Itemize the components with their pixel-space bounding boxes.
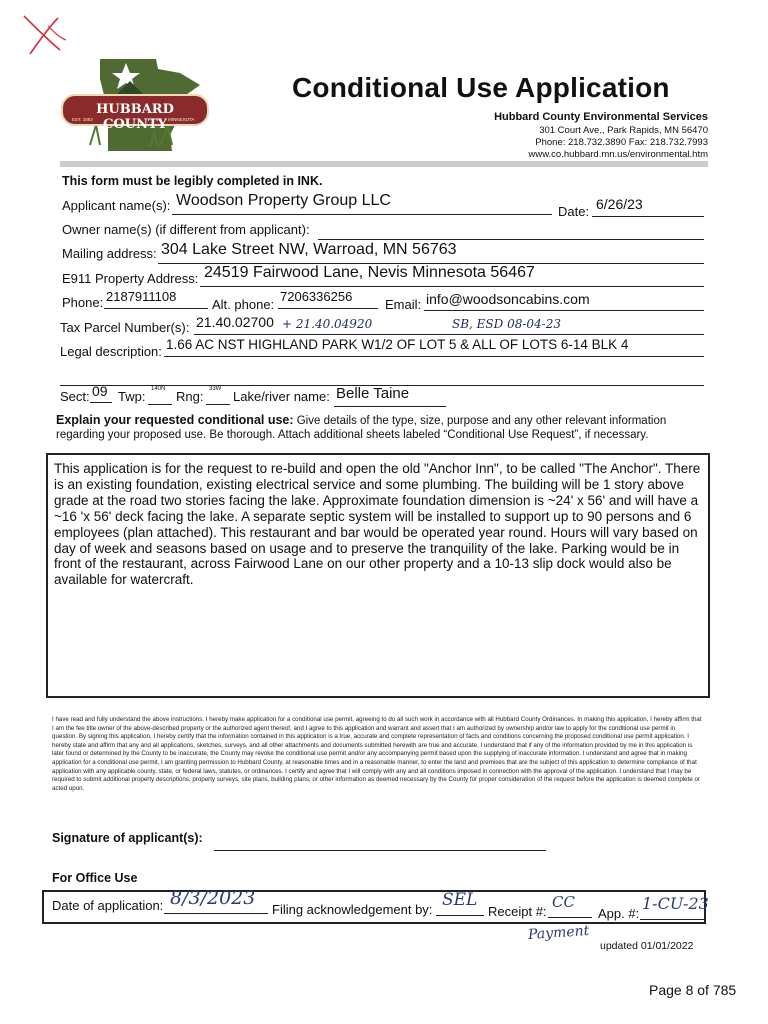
date-label: Date: [558, 204, 590, 219]
tax-label: Tax Parcel Number(s): [60, 320, 190, 335]
legal-statement: I have read and fully understand the above instructions. I hereby make application for a conditional use permit, agreeing to do all such work in accordance with all Hubbard County Ordinances. In making this application, I hereby affirm that I am the fee title owner of the above-described property or the authorized agent thereof, and I agree to this application and warrant and assert that I am authorized by ownership and/or law to apply for the conditional use permit in question. By signing this application, I hereby certify that the information contained in this application is a true, accurate and complete representation of facts and conditions concerning the proposed conditional use permit application. I hereby state and affirm that any and all applications, sketches, surveys, and all other attachments and documents submitted herewith are true and accurate. I understand that if any of the information provided by me in this application is later found or determined by the County to be inaccurate, the County may revoke the conditional use permit and/or any accompanying permit based upon the supplying of inaccurate information. I understand and agree that in making application for a conditional use permit, I am granting permission to Hubbard County, at reasonable times and in a reasonable manner, to enter the land and premises that are the subject of this application to determine compliance of that application with any applicable county, state, or federal laws, statutes, or ordinances. I certify and agree that I will comply with any and all conditions imposed in connection with the approval of the application. I understand that I may be required to submit additional property descriptions, property surveys, site plans, building plans, or other information as deemed necessary by the County for proper consideration of the request before the application is deemed complete or acted upon. [52, 716, 702, 792]
sect-field[interactable] [90, 384, 112, 403]
lake-value: Belle Taine [336, 385, 410, 402]
alt-phone-field[interactable] [278, 290, 378, 309]
email-field[interactable] [424, 292, 704, 311]
rng-field[interactable] [206, 384, 230, 405]
explain-heading: Explain your requested conditional use: [56, 413, 294, 427]
applicant-field[interactable] [172, 192, 552, 215]
date-value: 6/26/23 [596, 196, 643, 212]
e911-value: 24519 Fairwood Lane, Nevis Minnesota 56467 [204, 264, 535, 281]
twp-field[interactable] [148, 384, 172, 405]
receipt-note: Payment [527, 922, 590, 944]
logo-county-text: HUBBARD COUNTY [96, 102, 174, 132]
red-x-mark [18, 10, 68, 58]
app-label: App. #: [598, 906, 640, 921]
phone-value: 2187911108 [106, 289, 177, 304]
email-value: info@woodsoncabins.com [426, 291, 590, 307]
mailing-label: Mailing address: [62, 246, 157, 261]
ink-instruction: This form must be legibly completed in INK. [62, 174, 323, 188]
legal-label: Legal description: [60, 344, 162, 359]
office-date-label: Date of application: [52, 898, 164, 913]
org-address: 301 Court Ave., Park Rapids, MN 56470 [539, 125, 708, 136]
explain-instructions [56, 413, 708, 442]
signature-label: Signature of applicant(s): [52, 831, 203, 845]
owner-field[interactable] [318, 221, 704, 240]
e911-field[interactable] [200, 264, 704, 287]
tax-handwritten-note: SB, ESD 08-04-23 [452, 317, 562, 331]
receipt-field[interactable] [548, 893, 592, 918]
legal-field[interactable] [164, 338, 704, 357]
mailing-field[interactable] [158, 241, 704, 264]
updated-date: updated 01/01/2022 [600, 940, 694, 952]
tax-field[interactable] [194, 316, 704, 335]
org-name: Hubbard County Environmental Services [494, 111, 708, 123]
logo-est-text: EST. 1883 [72, 117, 93, 122]
email-label: Email: [385, 297, 422, 312]
logo-state-text: MINNESOTA [168, 117, 195, 122]
office-use-heading: For Office Use [52, 871, 138, 885]
filing-value: SEL [442, 890, 478, 910]
header-divider [60, 161, 708, 167]
filing-field[interactable] [436, 890, 484, 916]
date-field[interactable] [592, 198, 704, 217]
office-date-field[interactable] [164, 887, 268, 914]
signature-field[interactable] [214, 850, 546, 851]
request-description: This application is for the request to re-build and open the old "Anchor Inn", to be called "The Anchor". There is an existing foundation, existing electrical service and some plumbing. The building will be 1 story above grade at the road two stories facing the lake. Approximate foundation dimension is ~24' x 56' and will have a ~16 'x 56' deck facing the lake. A separate septic system will be installed to support up to 90 persons and 6 employees (plan attached). This restaurant and bar would be operated year round. Hours will vary based on day of week and seasons based on usage and to preserve the tranquility of the lake. Parking would be in front of the restaurant, across Fairwood Lane on our other property and a 10-13 slip dock would also be available for watercraft. [54, 461, 701, 588]
county-logo [60, 55, 210, 158]
twp-label: Twp: [118, 389, 146, 404]
twp-value: 140N [151, 386, 166, 392]
org-phone-fax: Phone: 218.732.3890 Fax: 218.732.7993 [535, 137, 708, 148]
org-website: www.co.hubbard.mn.us/environmental.htm [528, 149, 708, 160]
lake-label: Lake/river name: [233, 389, 330, 404]
rng-value: 33W [209, 386, 222, 392]
explain-detail: Give details of the type, size, purpose and any other relevant information regarding your proposed use. Be thorough. Attach additional sheets labeled “Conditional Use Request”, if necessary. [56, 415, 667, 441]
rng-label: Rng: [176, 389, 204, 404]
phone-label: Phone: [62, 295, 104, 310]
mailing-value: 304 Lake Street NW, Warroad, MN 56763 [161, 241, 457, 258]
applicant-label: Applicant name(s): [62, 198, 171, 213]
page-title: Conditional Use Application [292, 72, 670, 103]
lake-field[interactable] [334, 385, 446, 407]
legal-value: 1.66 AC NST HIGHLAND PARK W1/2 OF LOT 5 & ALL OF LOTS 6-14 BLK 4 [166, 337, 629, 352]
e911-label: E911 Property Address: [62, 271, 199, 286]
tax-value: 21.40.02700 [196, 314, 274, 330]
office-date-value: 8/3/2023 [170, 887, 256, 909]
receipt-value: CC [552, 893, 575, 911]
filing-label: Filing acknowledgement by: [272, 902, 433, 917]
sect-label: Sect: [60, 389, 90, 404]
tax-handwritten: + 21.40.04920 [282, 317, 373, 331]
sect-value: 09 [92, 383, 108, 399]
alt-phone-value: 7206336256 [280, 289, 353, 304]
phone-field[interactable] [104, 290, 208, 309]
alt-phone-label: Alt. phone: [212, 297, 275, 312]
page-number: Page 8 of 785 [649, 982, 737, 998]
receipt-label: Receipt #: [488, 904, 547, 919]
app-value: 1-CU-23 [642, 894, 709, 913]
applicant-value: Woodson Property Group LLC [176, 192, 391, 209]
owner-label: Owner name(s) (if different from applicant): [62, 222, 310, 237]
app-field[interactable] [640, 894, 709, 920]
